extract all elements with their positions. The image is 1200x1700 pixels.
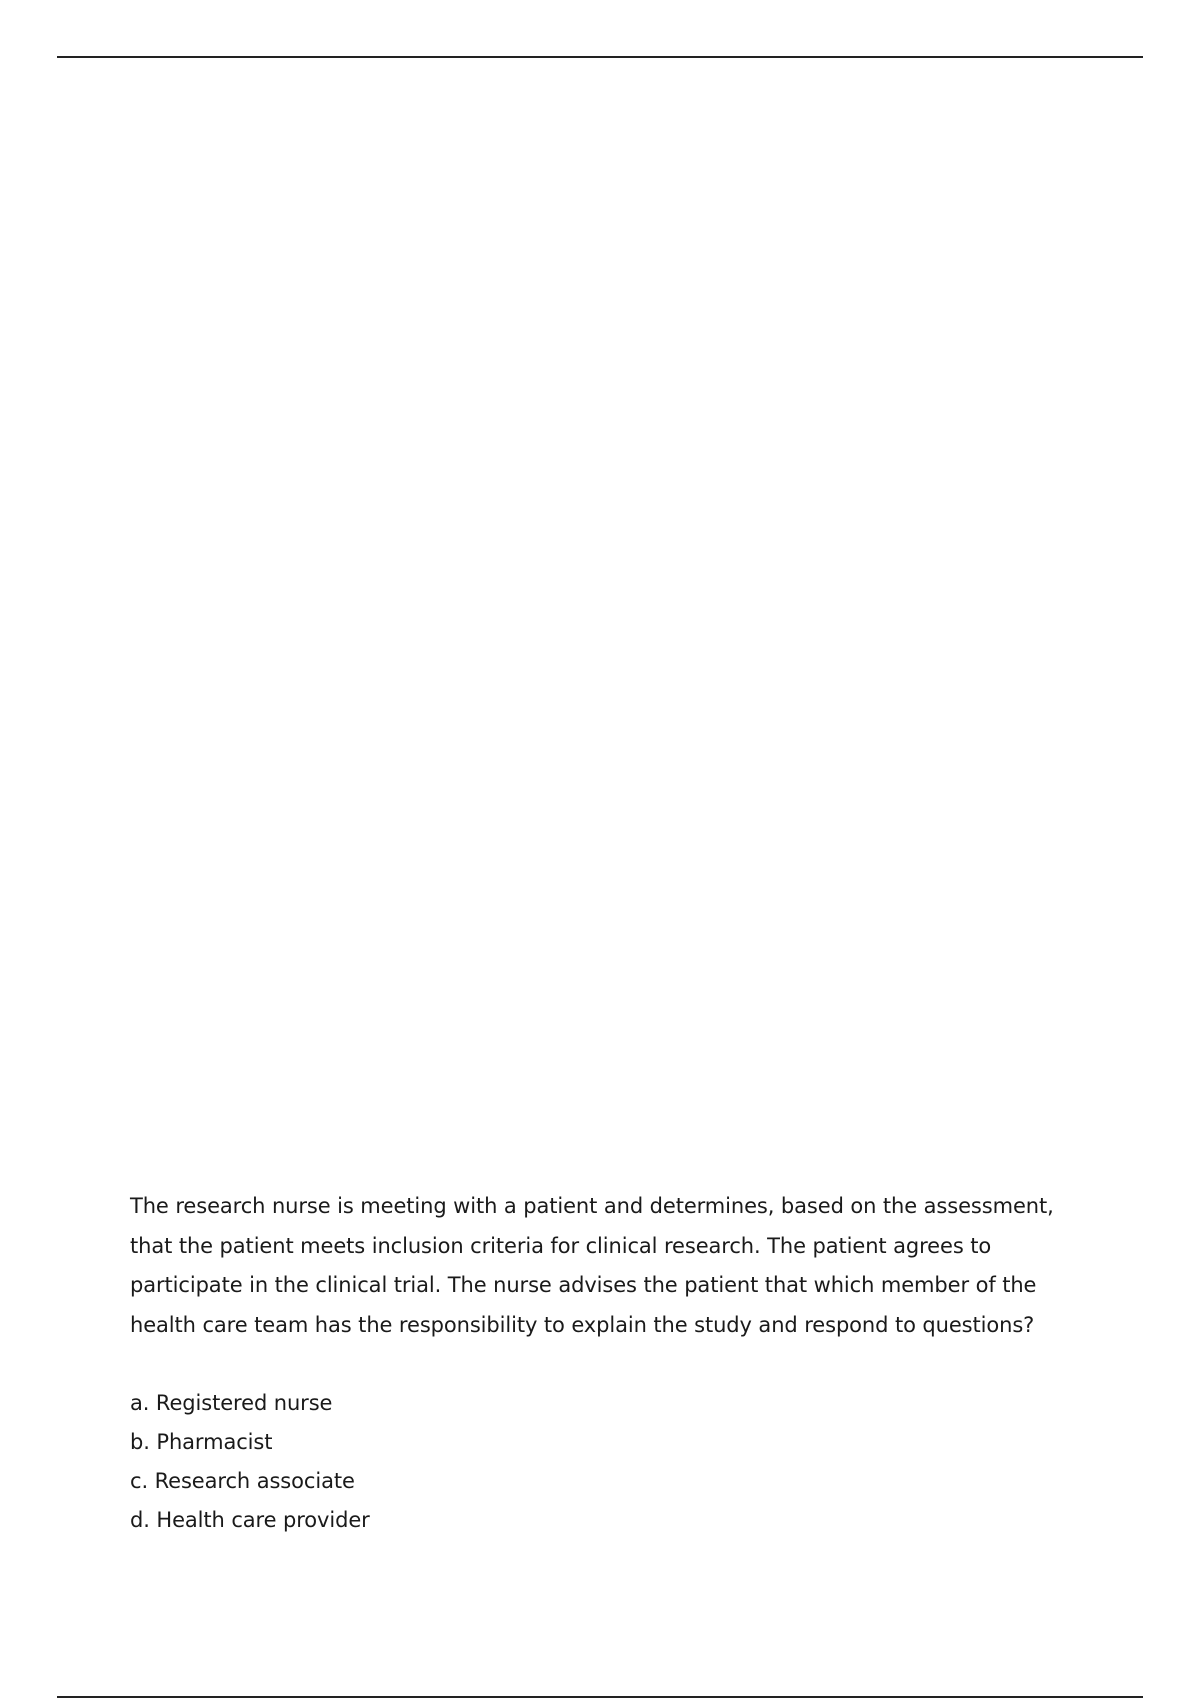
- answer-options: [130, 1384, 1060, 1540]
- question-text: The research nurse is meeting with a patient and determines, based on the assessment, that the patient meets inclusion criteria for clinical research. The patient agrees to participate in the clinical trial. The nurse advises the patient that which member of the health care team has the responsibility to explain the study and respond to questions?: [130, 1194, 1054, 1337]
- option-c: c. Research associate: [130, 1469, 355, 1493]
- bottom-divider: [57, 1696, 1143, 1698]
- top-divider: [57, 56, 1143, 58]
- question-block: [130, 1187, 1060, 1540]
- option-a: a. Registered nurse: [130, 1391, 333, 1415]
- option-b: b. Pharmacist: [130, 1430, 273, 1454]
- option-d: d. Health care provider: [130, 1508, 370, 1532]
